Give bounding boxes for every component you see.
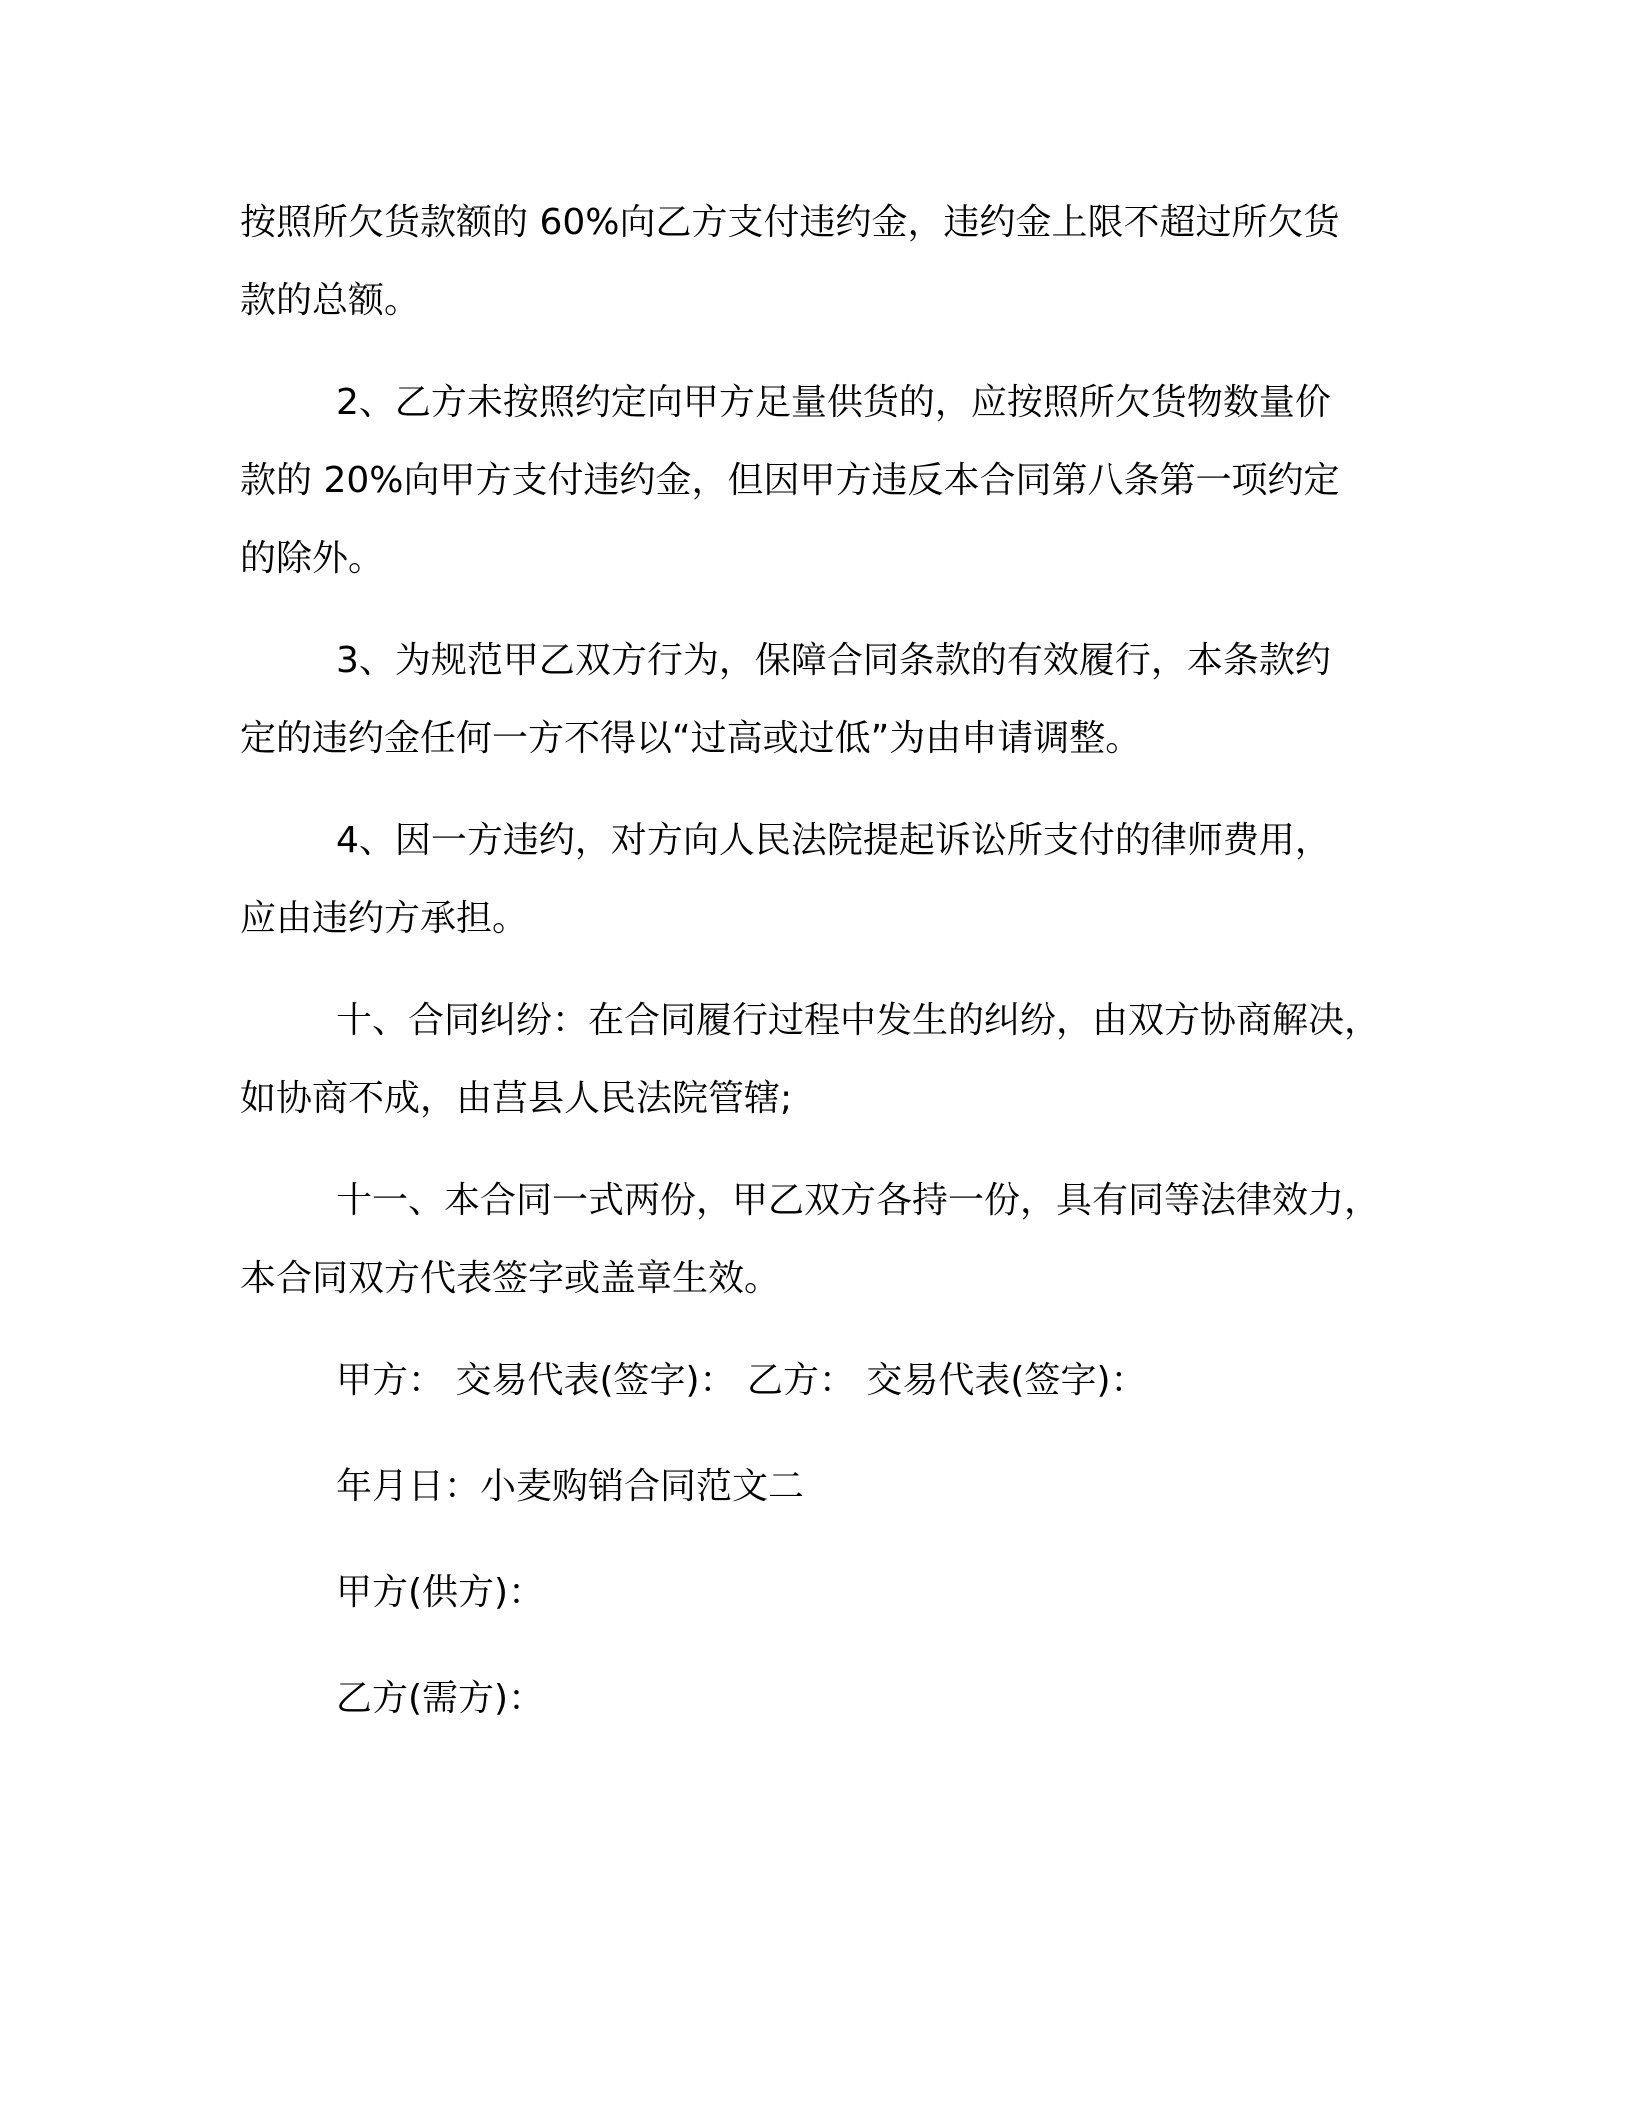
party-b-line: 乙方(需方)：: [336, 1678, 545, 1719]
text-line: 十一、本合同一式两份，甲乙双方各持一份，具有同等法律效力，: [336, 1180, 1381, 1221]
paragraph-article-10: [240, 982, 1420, 1138]
text-line: 本合同双方代表签字或盖章生效。: [240, 1258, 781, 1299]
text-line: 4、因一方违约，对方向人民法院提起诉讼所支付的律师费用，: [336, 820, 1331, 861]
date-line: 年月日：小麦购销合同范文二: [336, 1466, 805, 1507]
text-line: 如协商不成，由莒县人民法院管辖;: [240, 1078, 793, 1119]
paragraph-penalty-continuation: [240, 184, 1420, 340]
text-line: 按照所欠货款额的 60%向乙方支付违约金，违约金上限不超过所欠货: [240, 202, 1340, 243]
text-line: 款的 20%向甲方支付违约金，但因甲方违反本合同第八条第一项约定: [240, 460, 1340, 501]
paragraph-clause-4: [240, 802, 1420, 958]
text-line: 应由违约方承担。: [240, 898, 529, 939]
document-body: [240, 184, 1420, 1766]
text-line: 款的总额。: [240, 280, 421, 321]
paragraph-clause-3: [240, 622, 1420, 778]
text-line: 的除外。: [240, 538, 385, 579]
signature-line: 甲方： 交易代表(签字)： 乙方： 交易代表(签字)：: [336, 1360, 1147, 1401]
paragraph-article-11: [240, 1162, 1420, 1318]
party-a-line: 甲方(供方)：: [336, 1572, 545, 1613]
text-line: 十、合同纠纷：在合同履行过程中发生的纠纷，由双方协商解决，: [336, 1000, 1381, 1041]
paragraph-clause-2: [240, 364, 1420, 598]
text-line: 定的违约金任何一方不得以“过高或过低”为由申请调整。: [240, 718, 1142, 759]
text-line: 3、为规范甲乙双方行为，保障合同条款的有效履行，本条款约: [336, 640, 1331, 681]
text-line: 2、乙方未按照约定向甲方足量供货的，应按照所欠货物数量价: [336, 382, 1331, 423]
